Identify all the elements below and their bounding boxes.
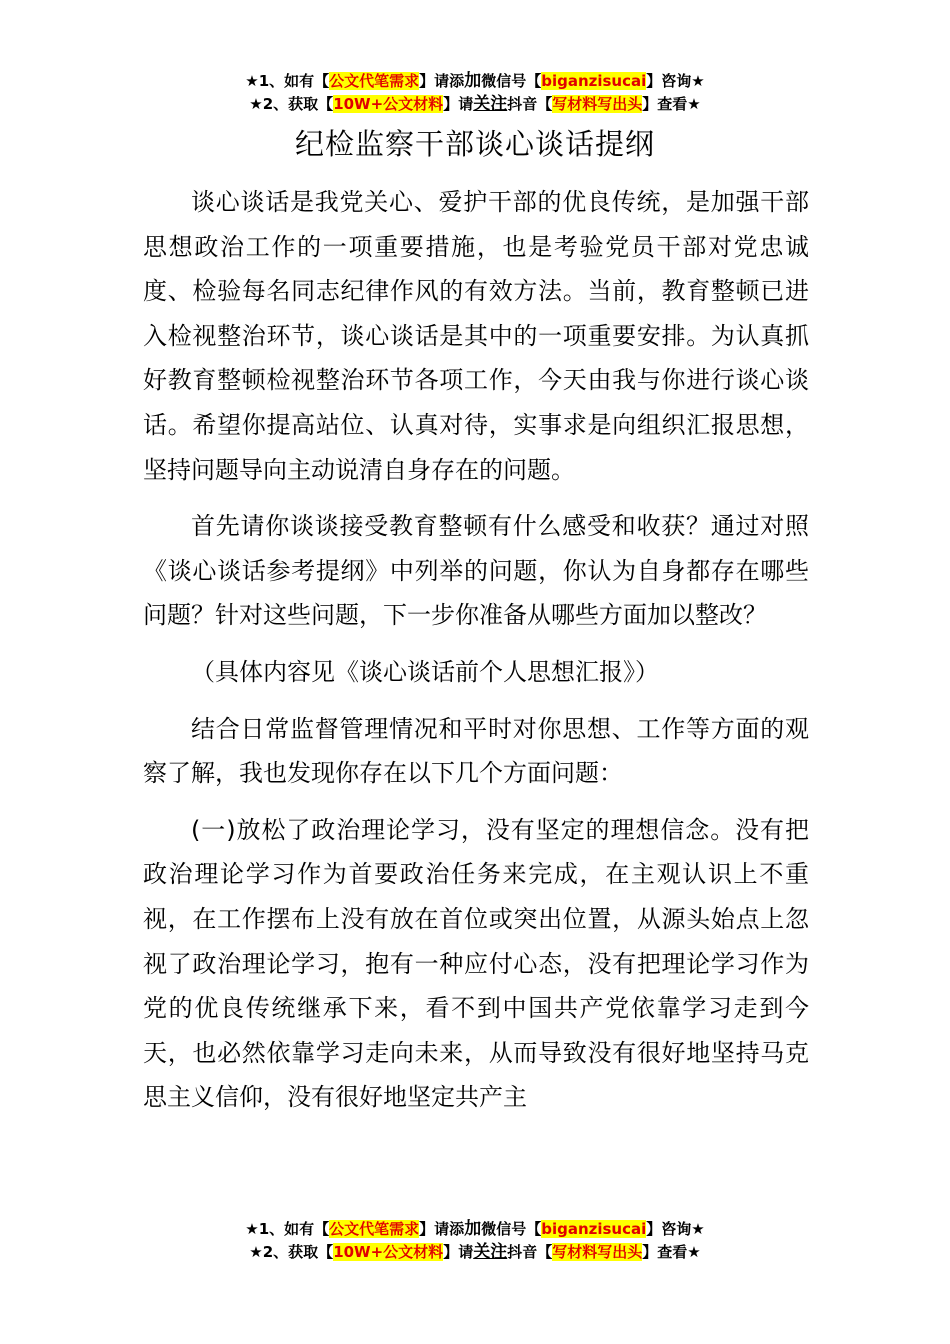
top-banner [0, 70, 950, 116]
banner-line-2 [0, 1241, 950, 1264]
banner-line-1 [0, 70, 950, 93]
paragraph-issue-1: (一)放松了政治理论学习，没有坚定的理想信念。没有把政治理论学习作为首要政治任务来完成，在主观认识上不重视，在工作摆布上没有放在首位或突出位置，从源头始点上忽视了政治理论学习，抱有一种应付心态，没有把理论学习作为党的优良传统继承下来，看不到中国共产党依靠学习走到今天，也必然依靠学习走向未来，从而导致没有很好地坚持马克思主义信仰，没有很好地坚定共产主 [143, 815, 809, 1112]
banner-text: ★1、如有【 [245, 72, 330, 90]
banner-highlight: 10W+公文材料 [333, 95, 444, 113]
banner-text: ★2、获取【 [249, 1243, 334, 1261]
banner-emphasis: 关注 [473, 1242, 508, 1262]
banner-text: 微信号【 [481, 1220, 542, 1238]
document-body [143, 180, 809, 1132]
banner-text: 】查看★ [642, 95, 701, 113]
banner-text: 】查看★ [642, 1243, 701, 1261]
banner-emphasis: 关注 [473, 94, 508, 114]
document-title: 纪检监察干部谈心谈话提纲 [294, 127, 655, 161]
paragraph-observation: 结合日常监督管理情况和平时对你思想、工作等方面的观察了解，我也发现你存在以下几个方面问题： [143, 714, 809, 788]
banner-text: 抖音【 [507, 95, 553, 113]
banner-text: 】咨询★ [646, 72, 705, 90]
banner-highlight: 公文代笔需求 [329, 72, 420, 90]
paragraph-note: （具体内容见《谈心谈话前个人思想汇报》） [191, 657, 659, 686]
bottom-banner [0, 1218, 950, 1264]
paragraph-intro: 谈心谈话是我党关心、爱护干部的优良传统，是加强干部思想政治工作的一项重要措施，也是考验党员干部对党忠诚度、检验每名同志纪律作风的有效方法。当前，教育整顿已进入检视整治环节，谈心谈话是其中的一项重要安排。为认真抓好教育整顿检视整治环节各项工作，今天由我与你进行谈心谈话。希望你提高站位、认真对待，实事求是向组织汇报思想，坚持问题导向主动说清自身存在的问题。 [143, 188, 809, 484]
banner-text: 微信号【 [481, 72, 542, 90]
banner-text: 】请添 [419, 1220, 465, 1238]
wechat-id-highlight: biganzisucai [541, 1220, 647, 1238]
paragraph-questions: 首先请你谈谈接受教育整顿有什么感受和收获？通过对照《谈心谈话参考提纲》中列举的问题，你认为自身都存在哪些问题？针对这些问题，下一步你准备从哪些方面加以整改？ [143, 512, 809, 630]
banner-highlight: 10W+公文材料 [333, 1243, 444, 1261]
banner-emphasis: 加 [464, 1219, 482, 1239]
banner-text: 】请 [443, 95, 474, 113]
wechat-id-highlight: biganzisucai [541, 72, 647, 90]
banner-text: 】请 [443, 1243, 474, 1261]
banner-text: 】请添 [419, 72, 465, 90]
banner-line-2 [0, 93, 950, 116]
douyin-id-highlight: 写材料写出头 [552, 1243, 643, 1261]
banner-text: ★1、如有【 [245, 1220, 330, 1238]
banner-emphasis: 加 [464, 71, 482, 91]
banner-text: 抖音【 [507, 1243, 553, 1261]
douyin-id-highlight: 写材料写出头 [552, 95, 643, 113]
banner-text: ★2、获取【 [249, 95, 334, 113]
banner-text: 】咨询★ [646, 1220, 705, 1238]
banner-highlight: 公文代笔需求 [329, 1220, 420, 1238]
banner-line-1 [0, 1218, 950, 1241]
